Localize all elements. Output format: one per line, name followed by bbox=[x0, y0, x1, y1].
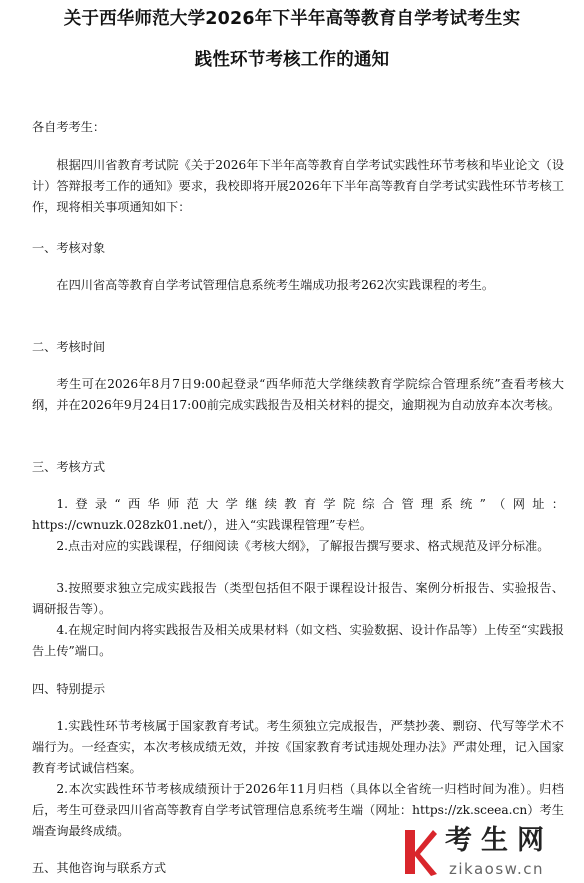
watermark-site-name: 考生网 bbox=[445, 825, 553, 856]
section-5-heading: 五、其他咨询与联系方式 bbox=[32, 861, 167, 875]
section-4-item-1: 1.实践性环节考核属于国家教育考试。考生须独立完成报告，严禁抄袭、剽窃、代写等学术不端行为。一经查实，本次考核成绩无效，并按《国家教育考试违规处理办法》严肃处理，记入国家教育考试诚信档案。 bbox=[32, 719, 564, 775]
section-3-heading: 三、考核方式 bbox=[32, 460, 106, 474]
section-3-item-4: 4.在规定时间内将实践报告及相关成果材料（如文档、实验数据、设计作品等）上传至“实践报告上传”端口。 bbox=[32, 623, 564, 658]
intro-paragraph: 根据四川省教育考试院《关于2026年下半年高等教育自学考试实践性环节考核和毕业论文（设计）答辩报考工作的通知》要求，我校即将开展2026年下半年高等教育自学考试实践性环节考核工作，现将相关事项通知如下： bbox=[32, 158, 564, 214]
section-1-heading: 一、考核对象 bbox=[32, 241, 106, 255]
kaoshengwang-logo-icon bbox=[399, 826, 439, 878]
site-watermark bbox=[393, 824, 573, 883]
document-title-line-2: 践性环节考核工作的通知 bbox=[194, 50, 390, 70]
section-4-heading: 四、特别提示 bbox=[32, 682, 106, 696]
section-3-item-1: 1.登录“西华师范大学继续教育学院综合管理系统”（网址：https://cwnuzk.028zk01.net/），进入“实践课程管理”专栏。 bbox=[32, 497, 564, 532]
section-2-heading: 二、考核时间 bbox=[32, 340, 106, 354]
document-title-line-1: 关于西华师范大学2026年下半年高等教育自学考试考生实 bbox=[63, 9, 521, 29]
salutation: 各自考考生： bbox=[32, 120, 106, 134]
section-2-body: 考生可在2026年8月7日9:00起登录“西华师范大学继续教育学院综合管理系统”查看考核大纲，并在2026年9月24日17:00前完成实践报告及相关材料的提交，逾期视为自动放弃本次考核。 bbox=[32, 377, 564, 412]
section-3-item-3: 3.按照要求独立完成实践报告（类型包括但不限于课程设计报告、案例分析报告、实验报告、调研报告等）。 bbox=[32, 581, 564, 616]
section-1-body: 在四川省高等教育自学考试管理信息系统考生端成功报考262次实践课程的考生。 bbox=[56, 278, 495, 292]
section-3-item-2: 2.点击对应的实践课程，仔细阅读《考核大纲》，了解报告撰写要求、格式规范及评分标准。 bbox=[56, 539, 550, 553]
section-4-item-2: 2.本次实践性环节考核成绩预计于2026年11月归档（具体以全省统一归档时间为准）。归档后，考生可登录四川省高等教育自学考试管理信息系统考生端（网址：https://zk.sceea.cn）考生端查询最终成绩。 bbox=[32, 782, 564, 838]
watermark-site-url: zikaosw.cn bbox=[449, 860, 545, 878]
